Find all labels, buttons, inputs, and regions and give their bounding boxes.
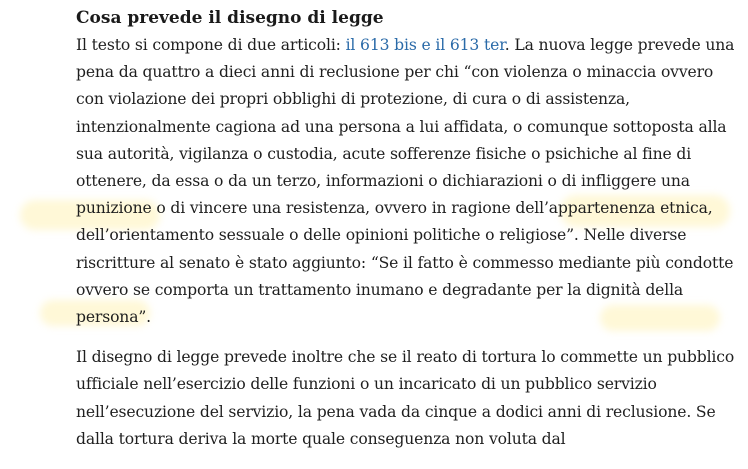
section-heading: Cosa prevede il disegno di legge [76, 8, 384, 28]
articles-link[interactable]: il 613 bis e il 613 ter [345, 36, 505, 54]
article-section [76, 4, 740, 453]
paragraph-body: . La nuova legge prevede una pena da quattro a dieci anni di reclusione per chi “con violenza o minaccia ovvero con violazione dei propri obblighi di protezione, di cura o di assistenza, intenzionalmente cagiona ad una persona a lui affidata, o comunque sottoposta alla sua autorità, vigilanza o custodia, acute sofferenze fisiche o psichiche al fine di ottenere, da essa o da un terzo, informazioni o dichiarazioni o di infliggere una punizione o di vincere una resistenza, ovvero in ragione dell’appartenenza etnica, dell’orientamento sessuale o delle opinioni politiche o religiose”. Nelle diverse riscritture al senato è stato aggiunto: “Se il fatto è commesso mediante più condotte ovvero se comporta un trattamento inumano e degradante per la dignità della persona”. [76, 36, 735, 327]
paragraph-intro: Il testo si compone di due articoli: [76, 36, 346, 54]
paragraph-public-official: Il disegno di legge prevede inoltre che se il reato di tortura lo commette un pubblico ufficiale nell’esercizio delle funzioni o un incaricato di un pubblico servizio nell’esecuzione del servizio, la pena vada da cinque a dodici anni di reclusione. Se dalla tortura deriva la morte quale conseguenza non voluta dal [76, 348, 735, 448]
paragraph-articles [76, 32, 740, 331]
